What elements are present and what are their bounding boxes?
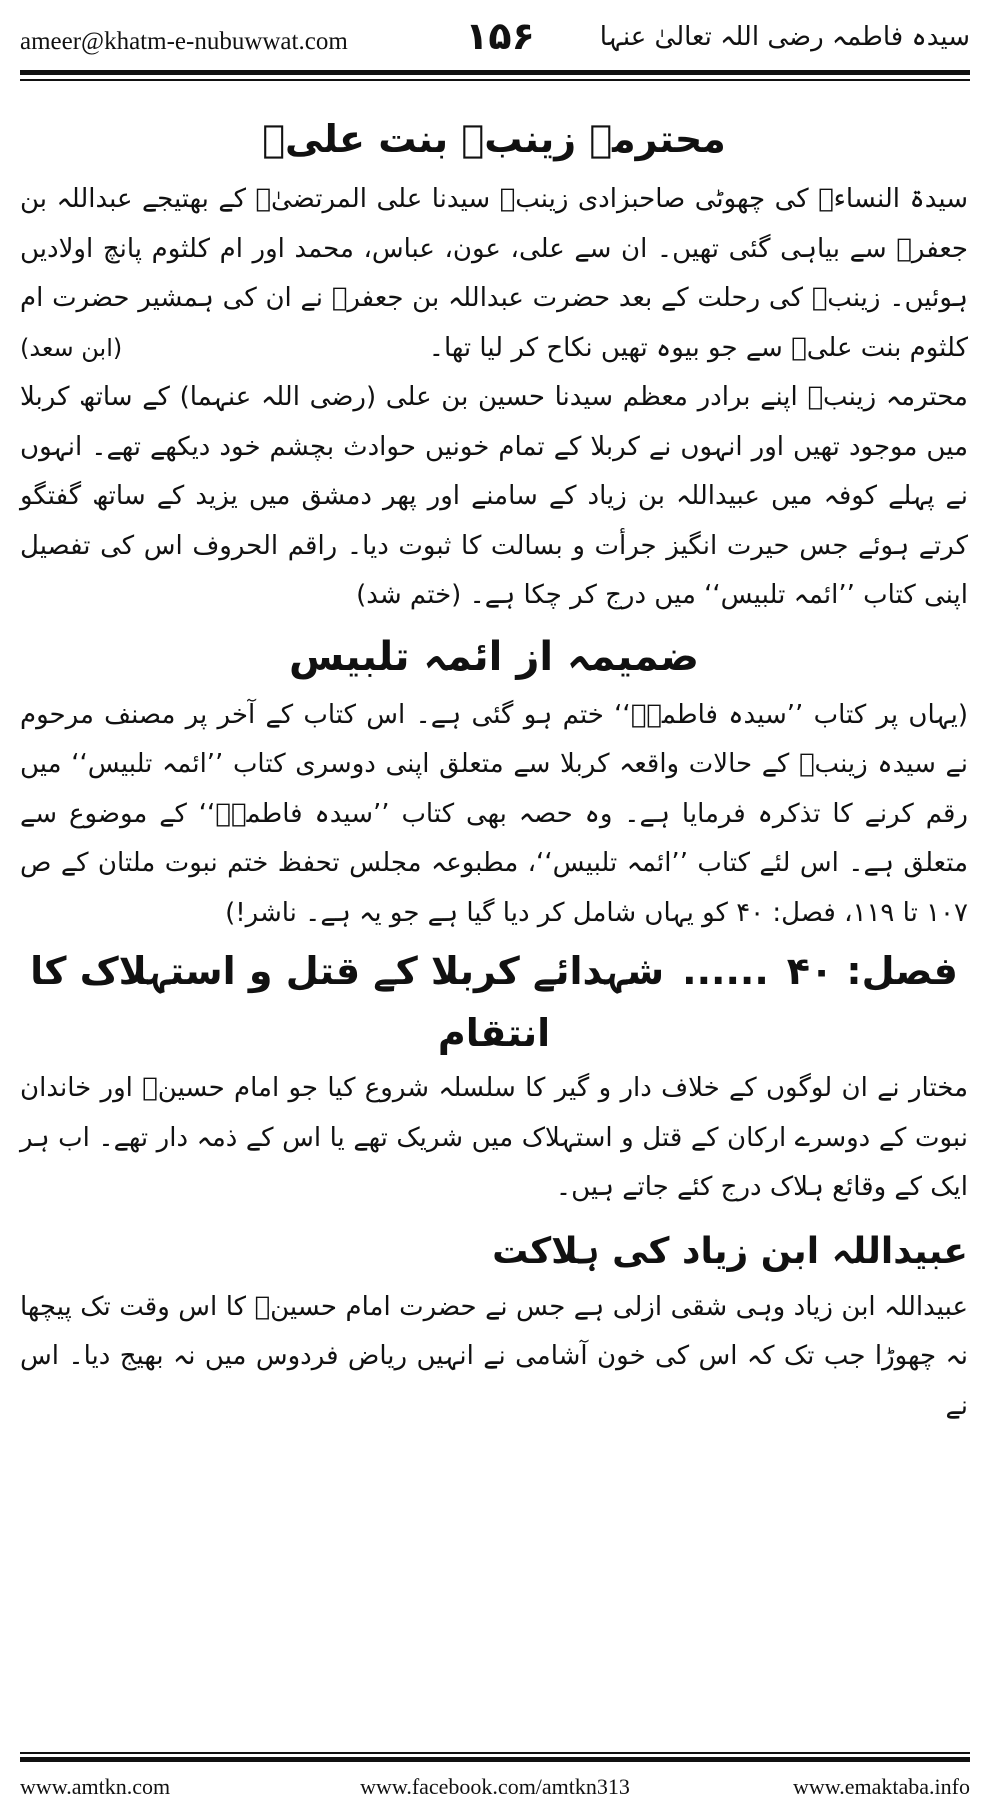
citation-ibn-saad: (ابن سعد) [20,333,123,362]
header-rule-thin [20,79,970,81]
footer-link-emaktaba[interactable]: www.emaktaba.info [793,1774,970,1799]
chapter-dots: ...... [682,949,769,993]
paragraph-mukhtar: مختار نے ان لوگوں کے خلاف دار و گیر کا سلسلہ شروع کیا جو امام حسینؓ اور خاندان نبوت کے دوسرے ارکان کے قتل و استہلاک میں شریک تھے یا اس کے ذمہ دار تھے۔ اب ہر ایک کے وقائع ہلاک درج کئے جاتے ہیں۔ [20,1073,968,1202]
chapter-number: فصل: ۴۰ [786,949,958,993]
running-title: سیدہ فاطمہ رضی اللہ تعالیٰ عنہا [599,22,970,52]
paragraph-zainab-marriage-text: سیدۃ النساءؓ کی چھوٹی صاحبزادی زینبؓ سیدنا علی المرتضیٰؓ کے بھتیجے عبداللہ بن جعفرؓ سے بیاہی گئی تھیں۔ ان سے علی، عون، عباس، محمد اور ام کلثوم پانچ اولادیں ہوئیں۔ زینبؓ کی رحلت کے بعد حضرت عبداللہ بن جعفرؓ نے ان کی ہمشیر حضرت ام کلثوم بنت علیؓ سے جو بیوہ تھیں نکاح کر لیا تھا۔ [20,184,968,363]
footer-rule-thick [20,1757,970,1762]
page-number: ۱۵۶ [465,14,535,58]
footer-link-amtkn[interactable]: www.amtkn.com [20,1774,171,1799]
footer-rule-thin [20,1752,970,1754]
chapter-title: شہدائے کربلا کے قتل و استہلاک کا انتقام [30,949,665,1055]
header-rule-thick [20,70,970,75]
paragraph-ibn-ziyad: عبیداللہ ابن زیاد وہی شقی ازلی ہے جس نے حضرت امام حسینؓ کا اس وقت تک پیچھا نہ چھوڑا جب تک کہ اس کی خون آشامی نے انہیں ریاض فردوس میں نہ بھیج دیا۔ اس نے [20,1291,968,1421]
footer-link-facebook[interactable]: www.facebook.com/amtkn313 [360,1774,630,1799]
chapter-heading [20,940,968,1064]
header-email: ameer@khatm-e-nubuwwat.com [20,28,348,55]
paragraph-zainab-karbala: محترمہ زینبؓ اپنے برادر معظم سیدنا حسین بن علی (رضی اللہ عنہما) کے ساتھ کربلا میں موجود تھیں اور انہوں نے کربلا کے تمام خونیں حوادث بچشم خود دیکھے تھے۔ انہوں نے پہلے کوفہ میں عبیداللہ بن زیاد کے سامنے اور پھر دمشق میں یزید کے ساتھ گفتگو کرتے ہوئے جس حیرت انگیز جرأت و بسالت کا ثبوت دیا۔ راقم الحروف اس کی تفصیل اپنی کتاب ’’ائمہ تلبیس‘‘ میں درج کر چکا ہے۔ (ختم شد) [20,382,968,610]
section-heading-appendix: ضمیمہ از ائمہ تلبیس [288,633,700,680]
paragraph-zainab-marriage [20,175,968,373]
page-footer [20,1770,970,1806]
section-heading-zainab: محترمہ زینبؓ بنت علیؓ [262,117,726,161]
section-heading-ibn-ziyad: عبیداللہ ابن زیاد کی ہلاکت [492,1230,968,1272]
page-header [20,14,970,64]
paragraph-appendix-note: (یہاں پر کتاب ’’سیدہ فاطمہؓ‘‘ ختم ہو گئی ہے۔ اس کتاب کے آخر پر مصنف مرحوم نے سیدہ زینبؓ کے حالات واقعہ کربلا سے متعلق اپنی دوسری کتاب ’’ائمہ تلبیس‘‘ میں رقم کرنے کا تذکرہ فرمایا ہے۔ وہ حصہ بھی کتاب ’’سیدہ فاطمہؓ‘‘ کے موضوع سے متعلق ہے۔ اس لئے کتاب ’’ائمہ تلبیس‘‘، مطبوعہ مجلس تحفظ ختم نبوت ملتان کے ص ۱۰۷ تا ۱۱۹، فصل: ۴۰ کو یہاں شامل کر دیا گیا ہے جو یہ ہے۔ ناشر!) [20,699,968,928]
page-body [20,95,968,1431]
